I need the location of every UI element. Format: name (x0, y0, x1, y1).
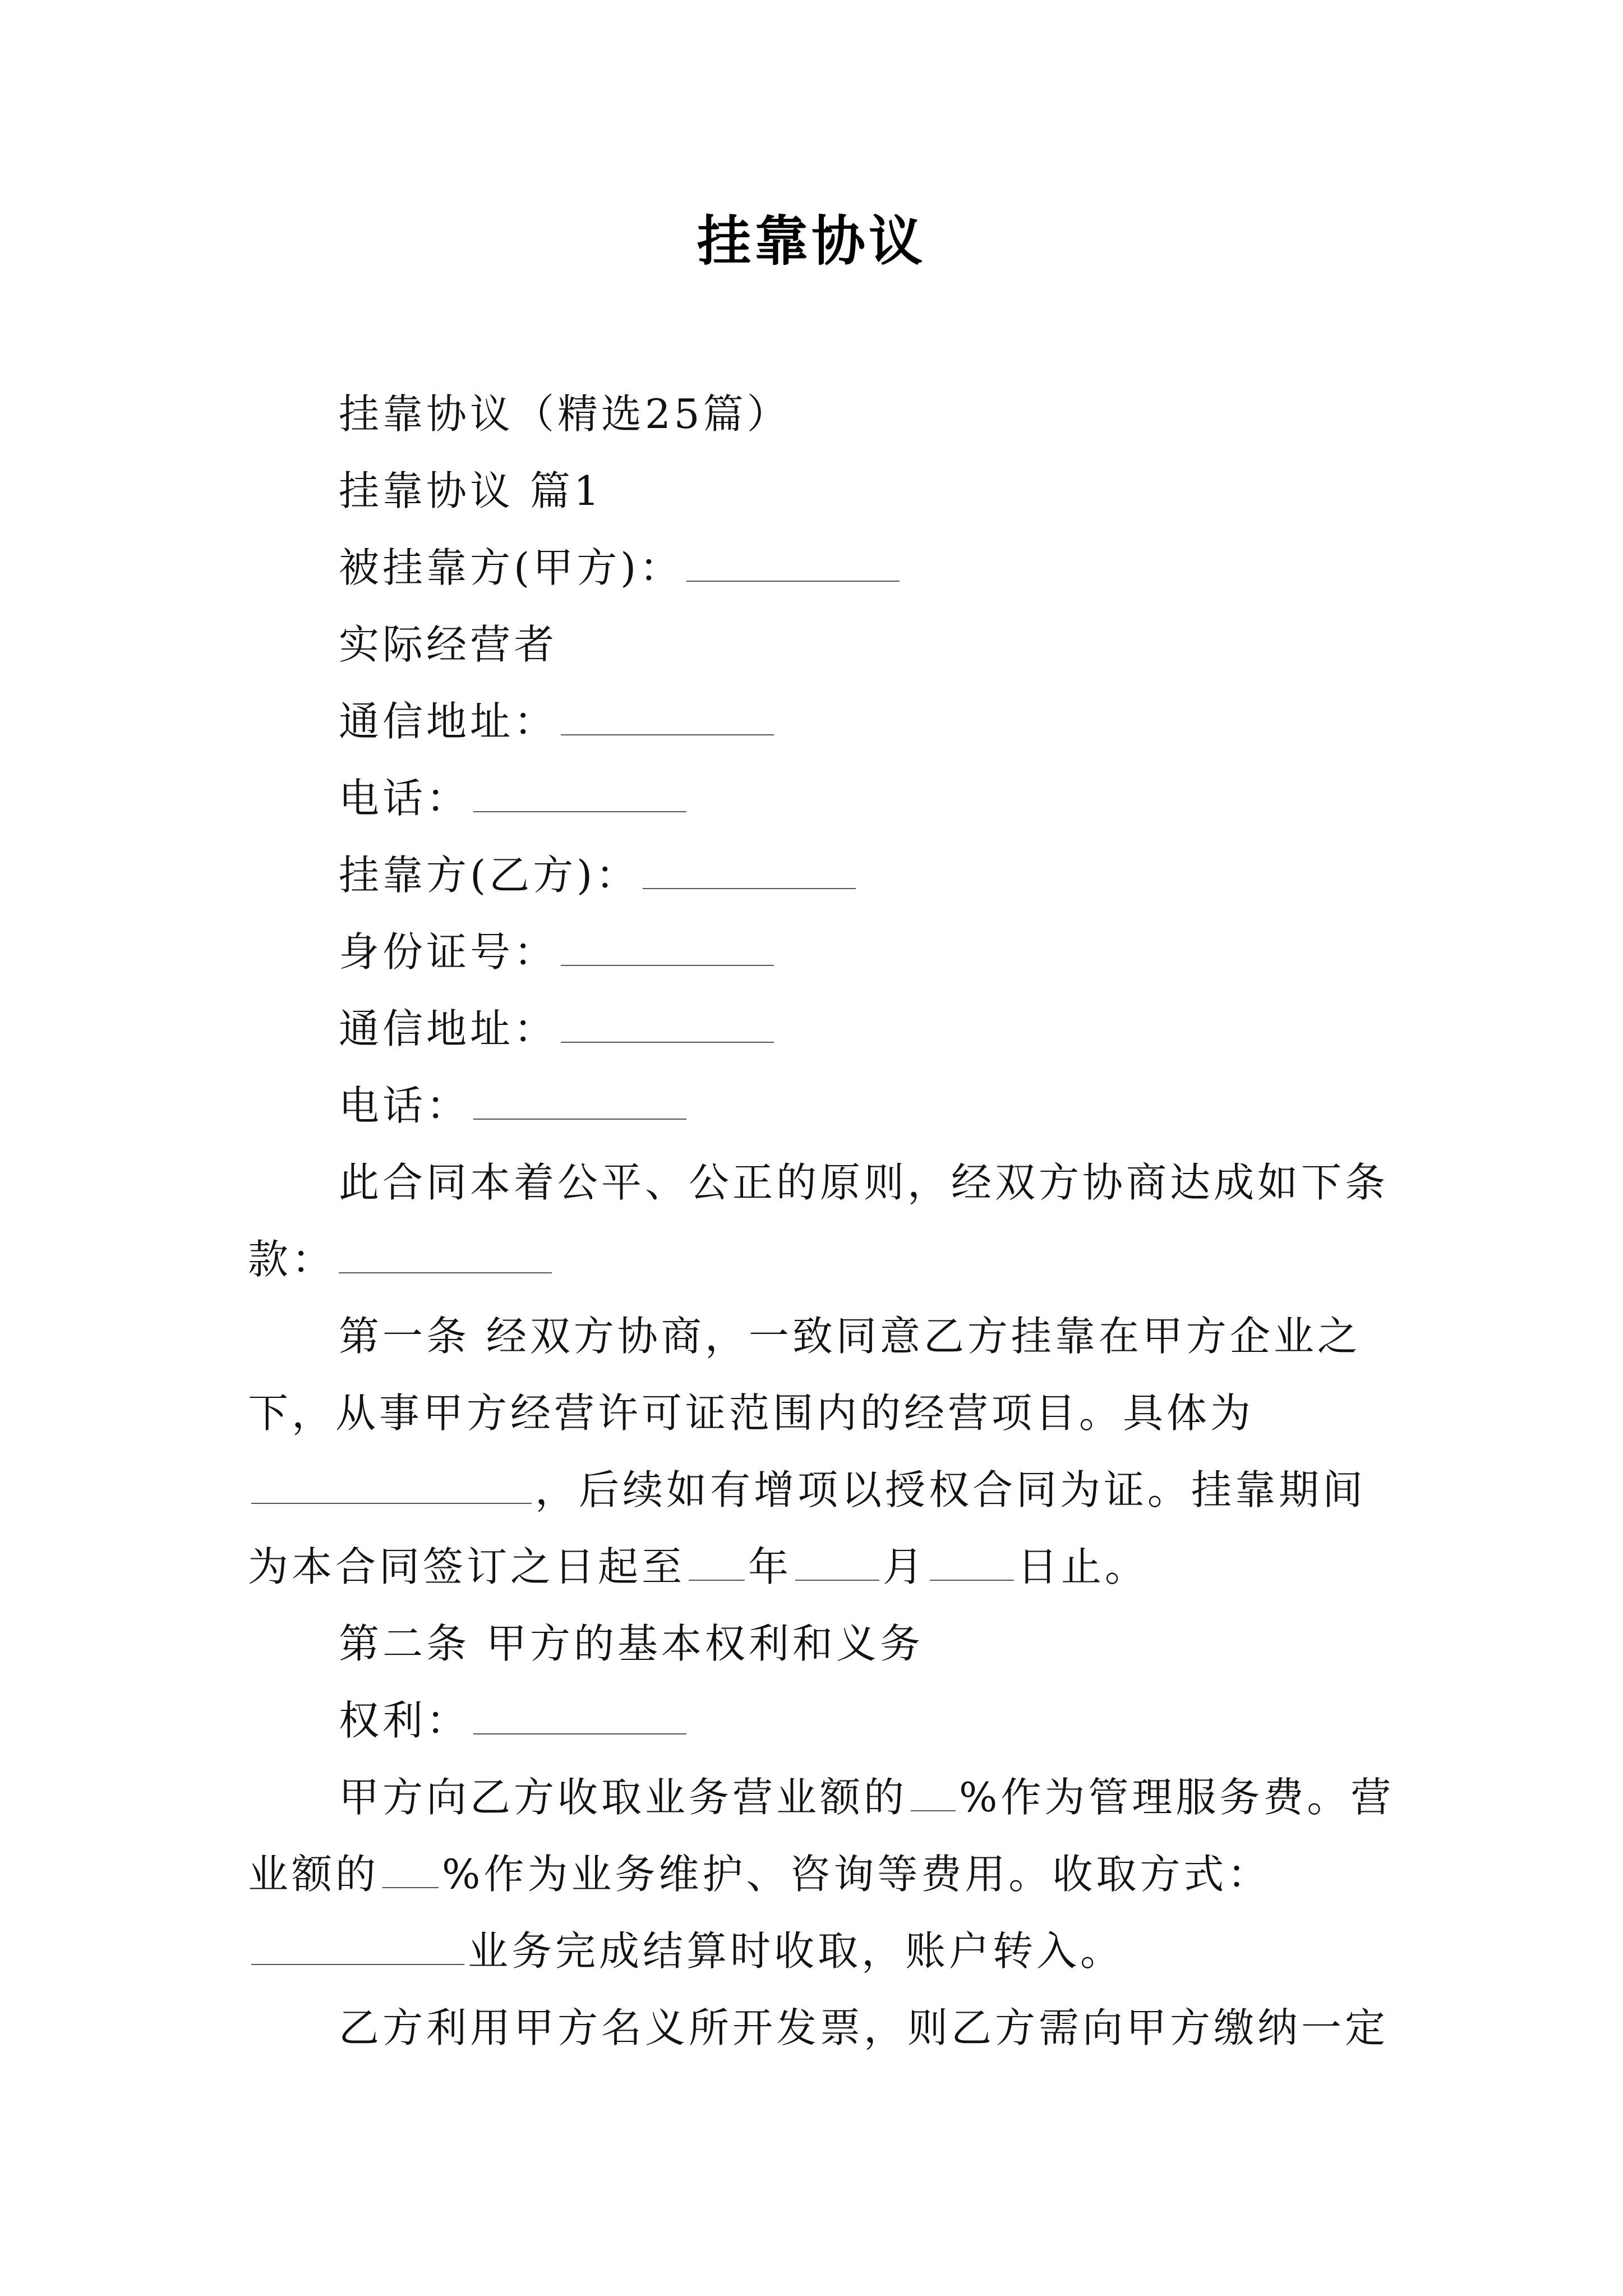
id-line (248, 914, 1375, 991)
article-1-text-4b: 年 (748, 1543, 792, 1590)
fee-line-1 (248, 1759, 1395, 1836)
party-a-label: 被挂靠方(甲方)： (339, 544, 684, 591)
fee-text-1a: 甲方向乙方收取业务营业额的 (339, 1774, 908, 1821)
principle-blank (339, 1240, 552, 1273)
party-b-blank (643, 855, 856, 889)
article-1-scope-blank (251, 1470, 532, 1504)
article-1-text-4a: 为本合同签订之日起至 (248, 1543, 686, 1590)
rights-line (248, 1682, 1375, 1759)
rights-label: 权利： (339, 1697, 471, 1744)
phone-b-blank (473, 1086, 686, 1120)
article-1-text-4d: 日止。 (1017, 1543, 1149, 1590)
fee-line-3 (248, 1913, 1375, 1990)
phone-a-line (248, 760, 1375, 837)
principle-text-2: 款： (248, 1236, 336, 1283)
party-b-label: 挂靠方(乙方)： (339, 852, 640, 899)
subtitle-text: 挂靠协议（精选25篇） (339, 390, 791, 438)
article-1-text-2: 下，从事甲方经营许可证范围内的经营项目。具体为 (248, 1389, 1255, 1437)
fee-text-3: 业务完成结算时收取，账户转入。 (468, 1927, 1124, 1975)
article-1-line-1 (248, 1298, 1375, 1375)
fee-line-2 (248, 1836, 1375, 1913)
month-blank (795, 1547, 879, 1581)
fee-rate-blank-2 (382, 1855, 439, 1888)
article-2-heading (248, 1605, 1375, 1682)
address-a-label: 通信地址： (339, 698, 558, 745)
address-b-label: 通信地址： (339, 1005, 558, 1052)
article-1-line-3 (248, 1452, 1375, 1529)
phone-a-label: 电话： (339, 775, 471, 822)
fee-method-blank (251, 1931, 464, 1965)
id-blank (561, 932, 774, 966)
address-b-line (248, 991, 1375, 1068)
address-a-line (248, 683, 1375, 760)
party-a-line (248, 530, 1375, 606)
year-blank (689, 1547, 745, 1581)
document-body (248, 376, 1395, 2067)
operator-line (248, 606, 1375, 683)
rights-blank (473, 1701, 686, 1734)
subtitle-line (248, 376, 1375, 453)
article-1-line-4 (248, 1529, 1375, 1605)
phone-a-blank (473, 779, 686, 812)
article-1-text-1: 第一条 经双方协商，一致同意乙方挂靠在甲方企业之 (339, 1313, 1361, 1360)
fee-text-2b: %作为业务维护、咨询等费用。收取方式： (442, 1851, 1271, 1898)
section-text: 挂靠协议 篇1 (339, 467, 603, 514)
address-b-blank (561, 1009, 774, 1043)
article-1-line-2 (248, 1375, 1375, 1452)
fee-text-1b: %作为管理服务费。营 (959, 1774, 1395, 1821)
principle-line-2 (248, 1221, 1375, 1298)
address-a-blank (561, 702, 774, 735)
fee-rate-blank-1 (911, 1778, 956, 1811)
invoice-text-1: 乙方利用甲方名义所开发票，则乙方需向甲方缴纳一定 (339, 2004, 1389, 2051)
operator-label: 实际经营者 (339, 621, 558, 668)
section-heading (248, 453, 1375, 530)
principle-text-1: 此合同本着公平、公正的原则，经双方协商达成如下条 (339, 1159, 1389, 1206)
phone-b-line (248, 1068, 1375, 1144)
party-a-blank (686, 548, 900, 582)
article-1-text-4c: 月 (883, 1543, 927, 1590)
id-label: 身份证号： (339, 928, 558, 976)
article-1-text-3: ，后续如有增项以授权合同为证。挂靠期间 (535, 1466, 1367, 1513)
party-b-line (248, 837, 1375, 914)
article-2-title: 第二条 甲方的基本权利和义务 (339, 1620, 924, 1667)
principle-line-1 (248, 1144, 1389, 1221)
document-title: 挂靠协议 (697, 209, 926, 273)
day-blank (930, 1547, 1014, 1581)
phone-b-label: 电话： (339, 1082, 471, 1129)
invoice-line-1 (248, 1990, 1389, 2067)
fee-text-2a: 业额的 (248, 1851, 380, 1898)
